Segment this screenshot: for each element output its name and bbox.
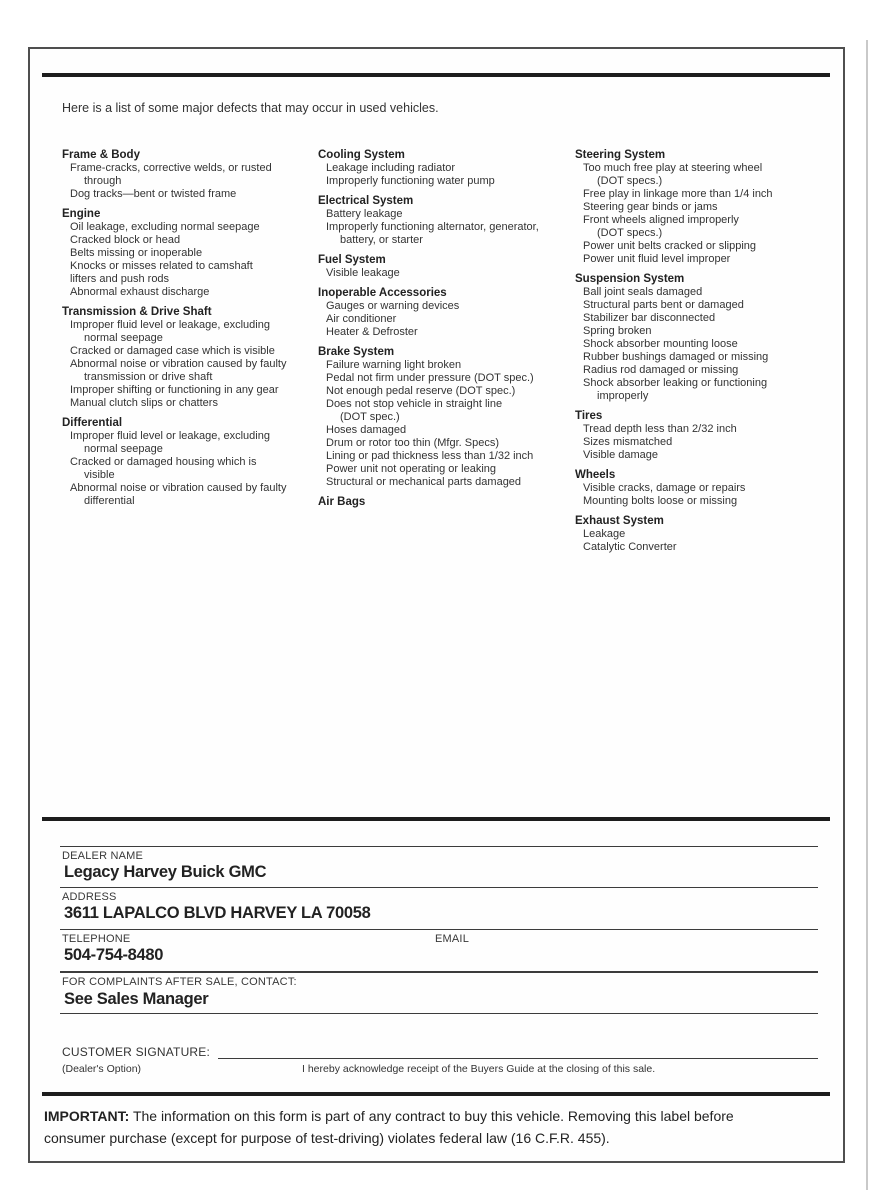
defect-section-title: Air Bags	[318, 496, 366, 508]
defect-item-line: Knocks or misses related to camshaft	[70, 260, 253, 272]
defect-item-line: Cracked or damaged housing which is	[70, 456, 257, 468]
defect-item-line: visible	[84, 469, 115, 481]
defect-item-line: Sizes mismatched	[583, 436, 673, 448]
defect-item-line: Spring broken	[583, 325, 652, 337]
defect-item-line: Improper fluid level or leakage, excluding	[70, 319, 270, 331]
defect-item-line: Shock absorber mounting loose	[583, 338, 738, 350]
defect-item-line: normal seepage	[84, 443, 163, 455]
defect-section-title: Fuel System	[318, 254, 386, 266]
defect-section-title: Wheels	[575, 469, 616, 481]
defect-item-line: Not enough pedal reserve (DOT spec.)	[326, 385, 516, 397]
defect-item-line: Oil leakage, excluding normal seepage	[70, 221, 260, 233]
defect-item-line: Improper shifting or functioning in any gear	[70, 384, 279, 396]
defect-section-title: Frame & Body	[62, 149, 140, 161]
address-label: ADDRESS	[62, 891, 117, 903]
defect-item-line: differential	[84, 495, 135, 507]
defect-item-line: Heater & Defroster	[326, 326, 418, 338]
defect-item-line: Cracked or damaged case which is visible	[70, 345, 275, 357]
defect-item-line: Cracked block or head	[70, 234, 181, 246]
defect-item-line: Dog tracks—bent or twisted frame	[70, 188, 237, 200]
defect-item-line: (DOT specs.)	[597, 175, 663, 187]
defect-item-line: Rubber bushings damaged or missing	[583, 351, 769, 363]
defect-item-line: Free play in linkage more than 1/4 inch	[583, 188, 773, 200]
defect-item-line: Battery leakage	[326, 208, 403, 220]
customer-signature-label: CUSTOMER SIGNATURE:	[62, 1045, 211, 1059]
defect-section-title: Steering System	[575, 149, 666, 161]
defect-section-title: Engine	[62, 208, 101, 220]
defect-item-line: Structural parts bent or damaged	[583, 299, 744, 311]
defect-item-line: through	[84, 175, 122, 187]
buyers-guide-back-page	[28, 47, 845, 1163]
defect-item-line: Visible damage	[583, 449, 659, 461]
defect-item-line: Manual clutch slips or chatters	[70, 397, 218, 409]
defect-item-line: Abnormal exhaust discharge	[70, 286, 210, 298]
bottom-divider-rule	[42, 1092, 830, 1096]
defect-item-line: Hoses damaged	[326, 424, 407, 436]
defect-item-line: Front wheels aligned improperly	[583, 214, 739, 226]
defect-item-line: Frame-cracks, corrective welds, or rusted	[70, 162, 272, 174]
defect-item-line: Tread depth less than 2/32 inch	[583, 423, 737, 435]
defect-section-title: Exhaust System	[575, 515, 664, 527]
defect-item-line: Steering gear binds or jams	[583, 201, 718, 213]
defect-section-title: Suspension System	[575, 273, 685, 285]
defect-item-line: Visible cracks, damage or repairs	[583, 482, 746, 494]
defect-item-line: Gauges or warning devices	[326, 300, 460, 312]
defect-item-line: Abnormal noise or vibration caused by faulty	[70, 358, 287, 370]
defect-item-line: Pedal not firm under pressure (DOT spec.)	[326, 372, 534, 384]
defect-item-line: (DOT spec.)	[340, 411, 400, 423]
defect-item-line: Failure warning light broken	[326, 359, 462, 371]
defect-item-line: (DOT specs.)	[597, 227, 663, 239]
email-label: EMAIL	[435, 933, 470, 945]
important-label: IMPORTANT:	[44, 1108, 130, 1124]
dealer-name-label: DEALER NAME	[62, 850, 144, 862]
defect-section-title: Differential	[62, 417, 123, 429]
field-line	[60, 971, 818, 973]
defect-item-line: Lining or pad thickness less than 1/32 inch	[326, 450, 534, 462]
defect-item-line: Shock absorber leaking or functioning	[583, 377, 768, 389]
defect-item-line: Leakage including radiator	[326, 162, 456, 174]
dealer-name-value: Legacy Harvey Buick GMC	[64, 863, 267, 881]
defect-item-line: Improperly functioning alternator, generator,	[326, 221, 539, 233]
defect-item-line: Leakage	[583, 528, 626, 540]
defect-item-line: transmission or drive shaft	[84, 371, 213, 383]
complaints-label: FOR COMPLAINTS AFTER SALE, CONTACT:	[62, 976, 297, 988]
defect-section-title: Tires	[575, 410, 603, 422]
scan-page-edge	[866, 40, 868, 1190]
defect-item-line: Ball joint seals damaged	[583, 286, 703, 298]
important-notice	[44, 1105, 822, 1149]
defect-section-title: Electrical System	[318, 195, 414, 207]
defect-item-line: improperly	[597, 390, 649, 402]
defect-item-line: Power unit not operating or leaking	[326, 463, 496, 475]
defect-section-title: Cooling System	[318, 149, 405, 161]
defect-item-line: Belts missing or inoperable	[70, 247, 203, 259]
defect-item-line: Does not stop vehicle in straight line	[326, 398, 503, 410]
defect-item-line: Drum or rotor too thin (Mfgr. Specs)	[326, 437, 499, 449]
defect-section-title: Brake System	[318, 346, 395, 358]
defect-item-line: Air conditioner	[326, 313, 397, 325]
field-line	[60, 929, 818, 930]
field-line	[60, 1013, 818, 1014]
defect-item-line: Abnormal noise or vibration caused by faulty	[70, 482, 287, 494]
defect-item-line: Structural or mechanical parts damaged	[326, 476, 522, 488]
telephone-label: TELEPHONE	[62, 933, 131, 945]
defect-item-line: Visible leakage	[326, 267, 400, 279]
acknowledgement-text: I hereby acknowledge receipt of the Buyers Guide at the closing of this sale.	[302, 1063, 656, 1075]
dealer-info-form	[30, 49, 843, 1161]
important-line2: consumer purchase (except for purpose of test-driving) violates federal law (16 C.F.R. 455).	[44, 1130, 610, 1146]
defect-item-line: Power unit belts cracked or slipping	[583, 240, 757, 252]
defect-section-title: Inoperable Accessories	[318, 287, 447, 299]
field-line	[60, 846, 818, 847]
defect-section-title: Transmission & Drive Shaft	[62, 306, 212, 318]
defect-item-line: battery, or starter	[340, 234, 423, 246]
defect-item-line: Mounting bolts loose or missing	[583, 495, 738, 507]
dealers-option-note: (Dealer's Option)	[62, 1063, 142, 1075]
signature-line	[218, 1058, 818, 1059]
defect-item-line: Radius rod damaged or missing	[583, 364, 739, 376]
defect-item-line: Catalytic Converter	[583, 541, 677, 553]
telephone-value: 504-754-8480	[64, 946, 164, 964]
defect-item-line: Power unit fluid level improper	[583, 253, 731, 265]
defect-item-line: Improperly functioning water pump	[326, 175, 495, 187]
defect-item-line: lifters and push rods	[70, 273, 170, 285]
field-line	[60, 887, 818, 888]
defect-item-line: Too much free play at steering wheel	[583, 162, 763, 174]
intro-text: Here is a list of some major defects that may occur in used vehicles.	[62, 101, 439, 115]
defect-item-line: Stabilizer bar disconnected	[583, 312, 716, 324]
important-line1: The information on this form is part of any contract to buy this vehicle. Removing this label before	[132, 1108, 734, 1124]
complaints-value: See Sales Manager	[64, 990, 209, 1008]
defect-item-line: normal seepage	[84, 332, 163, 344]
defect-item-line: Improper fluid level or leakage, excluding	[70, 430, 270, 442]
address-value: 3611 LAPALCO BLVD HARVEY LA 70058	[64, 904, 371, 922]
